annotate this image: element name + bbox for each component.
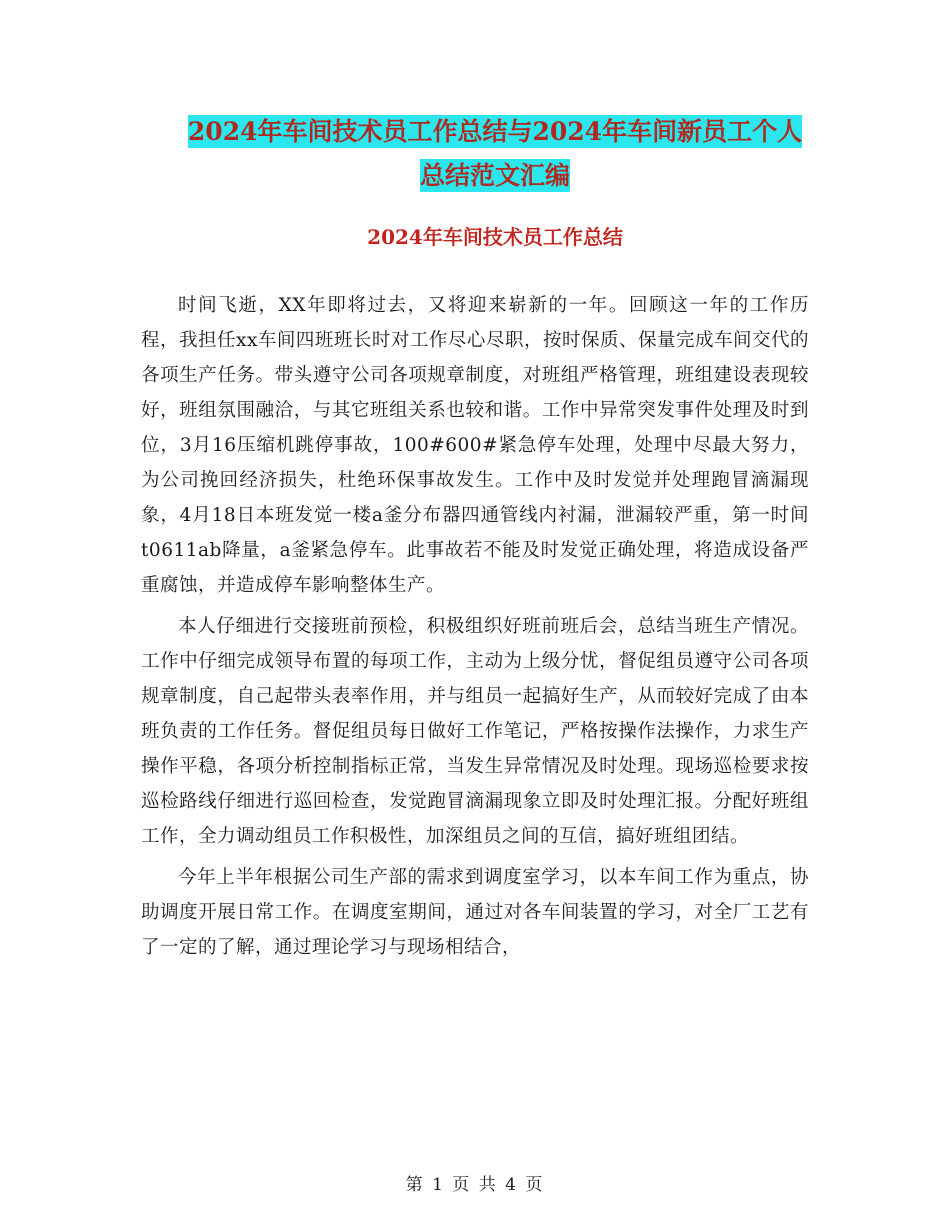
paragraph-1: 时间飞逝，XX年即将过去，又将迎来崭新的一年。回顾这一年的工作历程，我担任xx车间四班班长时对工作尽心尽职，按时保质、保量完成车间交代的各项生产任务。带头遵守公司各项规章制度，对班组严格管理，班组建设表现较好，班组氛围融洽，与其它班组关系也较和谐。工作中异常突发事件处理及时到位，3月16压缩机跳停事故，100#600#紧急停车处理，处理中尽最大努力，为公司挽回经济损失，杜绝环保事故发生。工作中及时发觉并处理跑冒滴漏现象，4月18日本班发觉一楼a釜分布器四通管线内衬漏，泄漏较严重，第一时间t0611ab降量，a釜紧急停车。此事故若不能及时发觉正确处理，将造成设备严重腐蚀，并造成停车影响整体生产。: [141, 295, 809, 596]
document-body: [141, 288, 809, 971]
paragraph-2: 本人仔细进行交接班前预检，积极组织好班前班后会，总结当班生产情况。工作中仔细完成领导布置的每项工作，主动为上级分忧，督促组员遵守公司各项规章制度，自己起带头表率作用，并与组员一起搞好生产，从而较好完成了由本班负责的工作任务。督促组员每日做好工作笔记，严格按操作法操作，力求生产操作平稳，各项分析控制指标正常，当发生异常情况及时处理。现场巡检要求按巡检路线仔细进行巡回检查，发觉跑冒滴漏现象立即及时处理汇报。分配好班组工作，全力调动组员工作积极性，加深组员之间的互信，搞好班组团结。: [141, 616, 809, 847]
paragraph-3: 今年上半年根据公司生产部的需求到调度室学习，以本车间工作为重点，协助调度开展日常工作。在调度室期间，通过对各车间装置的学习，对全厂工艺有了一定的了解，通过理论学习与现场相结合，: [141, 867, 809, 958]
document-title: [140, 110, 850, 198]
page-footer: 第 1 页 共 4 页: [405, 1175, 545, 1195]
section-title: 2024年车间技术员工作总结: [367, 225, 623, 249]
document-title-line-2: 总结范文汇编: [419, 161, 570, 190]
document-title-line-1: 2024年车间技术员工作总结与2024年车间新员工个人: [187, 117, 803, 146]
